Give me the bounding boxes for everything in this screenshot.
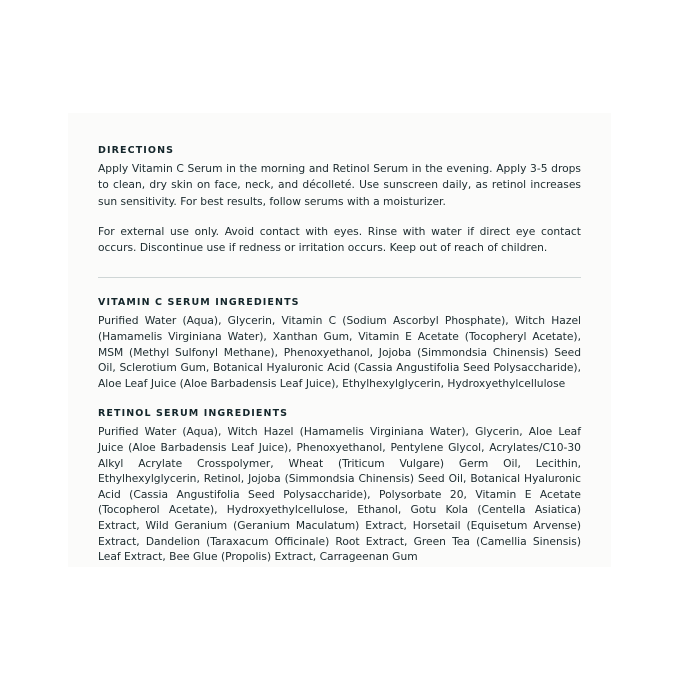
section-divider xyxy=(98,277,581,278)
paragraph-spacer xyxy=(98,210,581,224)
vitamin-c-ingredients-section xyxy=(98,297,581,391)
block-spacer xyxy=(98,391,581,408)
retinol-ingredients-text: Purified Water (Aqua), Witch Hazel (Hamamelis Virginiana Water), Glycerin, Aloe Leaf Juice (Aloe Barbadensis Leaf Juice), Phenoxyethanol, Pentylene Glycol, Acrylates/C10-30 Alkyl Acrylate Crosspolymer, Wheat (Triticum Vulgare) Germ Oil, Lecithin, Ethylhexylglycerin, Retinol, Jojoba (Simmondsia Chinensis) Seed Oil, Botanical Hyaluronic Acid (Cassia Angustifolia Seed Polysaccharide), Polysorbate 20, Vitamin E Acetate (Tocopherol Acetate), Hydroxyethylcellulose, Ethanol, Gotu Kola (Centella Asiatica) Extract, Wild Geranium (Geranium Maculatum) Extract, Horsetail (Equisetum Arvense) Extract, Dandelion (Taraxacum Officinale) Root Extract, Green Tea (Camellia Sinensis) Leaf Extract, Bee Glue (Propolis) Extract, Carrageenan Gum xyxy=(98,425,581,564)
vitamin-c-heading: VITAMIN C SERUM INGREDIENTS xyxy=(98,297,300,309)
vitamin-c-ingredients-text: Purified Water (Aqua), Glycerin, Vitamin C (Sodium Ascorbyl Phosphate), Witch Hazel (Hamamelis Virginiana Water), Xanthan Gum, Vitamin E Acetate (Tocopheryl Acetate), MSM (Methyl Sulfonyl Methane), Phenoxyethanol, Jojoba (Simmondsia Chinensis) Seed Oil, Sclerotium Gum, Botanical Hyaluronic Acid (Cassia Angustifolia Seed Polysaccharide), Aloe Leaf Juice (Aloe Barbadensis Leaf Juice), Ethylhexylglycerin, Hydroxyethylcellulose xyxy=(98,314,581,390)
product-label-panel xyxy=(68,113,611,567)
directions-section xyxy=(98,145,581,256)
retinol-ingredients-section xyxy=(98,408,581,564)
directions-heading: DIRECTIONS xyxy=(98,145,175,156)
directions-paragraph-2: For external use only. Avoid contact with eyes. Rinse with water if direct eye contact occurs. Discontinue use if redness or irritation occurs. Keep out of reach of children. xyxy=(98,224,581,255)
retinol-heading: RETINOL SERUM INGREDIENTS xyxy=(98,408,289,420)
directions-paragraph-1: Apply Vitamin C Serum in the morning and Retinol Serum in the evening. Apply 3-5 drops to clean, dry skin on face, neck, and décolleté. Use sunscreen daily, as retinol increases sun sensitivity. For best results, follow serums with a moisturizer. xyxy=(98,162,581,208)
